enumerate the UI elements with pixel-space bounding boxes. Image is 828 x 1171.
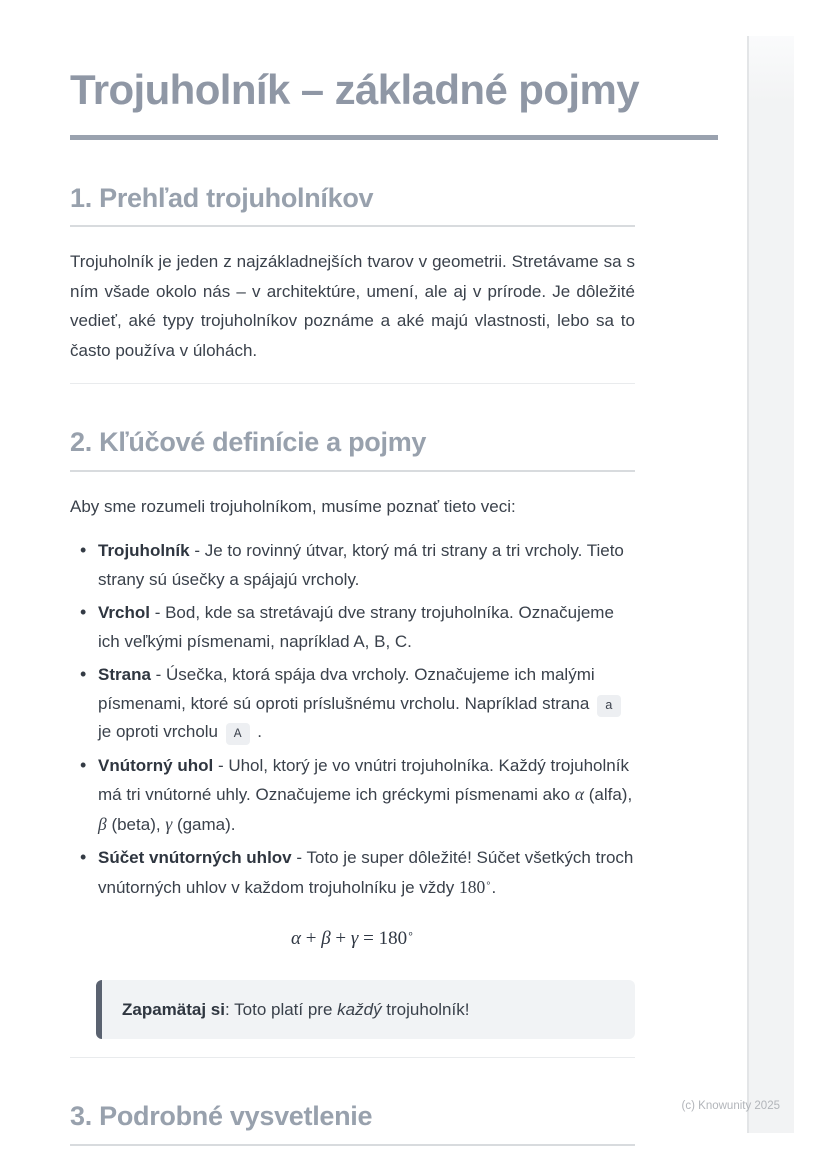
text-segment-math-num: 180	[458, 876, 486, 897]
text-segment-math-num: 180	[378, 928, 408, 950]
text-segment-text: (gama).	[172, 814, 236, 834]
text-segment-code: a	[597, 695, 621, 717]
text-segment-bold: Súčet vnútorných uhlov	[98, 848, 292, 868]
list-item	[70, 844, 635, 902]
section-divider	[70, 1057, 635, 1058]
text-segment-text: - Bod, kde sa stretávajú dve strany trojuholníka. Označujeme ich veľkými písmenami, napríklad A, B, C.	[98, 603, 614, 651]
text-segment-bold: Vrchol	[98, 603, 150, 623]
copyright-footer: (c) Knowunity 2025	[681, 1100, 780, 1112]
text-segment-math-var: α	[291, 928, 301, 950]
list-item	[70, 599, 635, 656]
text-segment-math-var: γ	[350, 928, 359, 950]
text-segment-math-sup: ∘	[485, 878, 492, 890]
text-segment-text: - Uhol, ktorý je vo vnútri trojuholníka. Každý trojuholník má tri vnútorné uhly. Označujeme ich gréckymi písmenami ako	[98, 755, 629, 805]
text-segment-text: - Toto je super dôležité! Súčet všetkých troch vnútorných uhlov v každom trojuholníku je vždy	[98, 848, 634, 897]
section-2-intro: Aby sme rozumeli trojuholníkom, musíme poznať tieto veci:	[70, 496, 516, 516]
definitions-list	[70, 537, 635, 902]
text-segment-text: (alfa),	[584, 785, 633, 805]
text-segment-text: - Úsečka, ktorá spája dva vrcholy. Označujeme ich malými písmenami, ktoré sú oproti príslušnému vrcholu. Napríklad strana	[98, 665, 595, 713]
text-segment-math-var: γ	[165, 813, 173, 834]
document-content	[70, 0, 639, 1146]
text-segment-bold: Zapamätaj si	[122, 1000, 225, 1020]
angle-sum-formula	[70, 928, 635, 950]
text-segment-math-sup: ∘	[407, 928, 414, 941]
text-segment-bold: Vnútorný uhol	[98, 755, 214, 775]
document-title: Trojuholník – základné pojmy	[70, 66, 639, 113]
text-segment-text: - Je to rovinný útvar, ktorý má tri strany a tri vrcholy. Tieto strany sú úsečky a spájajú vrcholy.	[98, 541, 624, 589]
text-segment-math-var: β	[321, 928, 331, 950]
text-segment-math-op: +	[300, 928, 322, 950]
section-3-heading: 3. Podrobné vysvetlenie	[70, 1100, 635, 1145]
section-1-heading: 1. Prehľad trojuholníkov	[70, 182, 635, 227]
text-segment-text: : Toto platí pre	[225, 1000, 338, 1020]
text-segment-math-var: α	[574, 784, 585, 805]
text-segment-italic: každý	[337, 1000, 382, 1020]
text-segment-text: je oproti vrcholu	[98, 722, 223, 742]
list-item	[70, 752, 635, 840]
list-item	[70, 661, 635, 747]
text-segment-math-var: β	[98, 813, 107, 834]
text-segment-text: trojuholník!	[381, 1000, 470, 1020]
section-2-heading: 2. Kľúčové definície a pojmy	[70, 426, 635, 471]
text-segment-bold: Strana	[98, 665, 151, 685]
text-segment-math-op: =	[358, 928, 379, 950]
callout-text	[122, 1000, 469, 1019]
title-rule	[70, 135, 718, 140]
text-segment-text: (beta),	[106, 814, 166, 834]
text-segment-code: A	[226, 723, 250, 745]
text-segment-text: .	[252, 722, 262, 742]
text-segment-bold: Trojuholník	[98, 541, 190, 561]
callout-note	[96, 980, 635, 1039]
page-right-gutter	[747, 36, 794, 1133]
text-segment-math-op: +	[330, 928, 351, 950]
section-1-paragraph: Trojuholník je jeden z najzákladnejších tvarov v geometrii. Stretávame sa s ním všade okolo nás – v architektúre, umení, ale aj v prírode. Je dôležité vedieť, aké typy trojuholníkov poznáme a aké majú vlastnosti, lebo sa to často používa v úlohách.	[70, 252, 635, 360]
section-divider	[70, 383, 635, 384]
list-item	[70, 537, 635, 594]
text-segment-text: .	[491, 877, 497, 897]
